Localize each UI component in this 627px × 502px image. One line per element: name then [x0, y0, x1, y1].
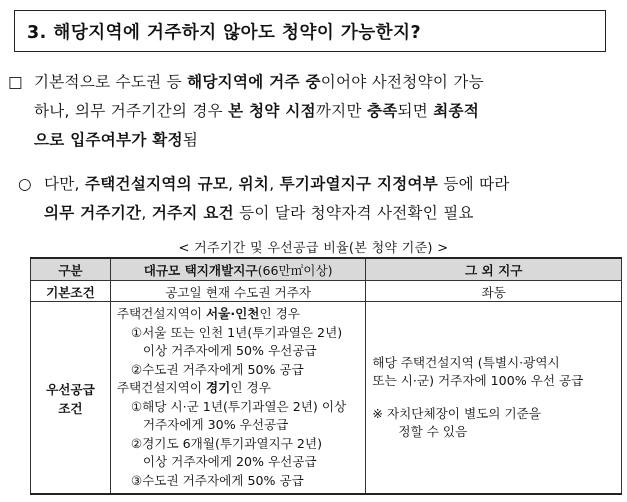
paragraph-line: [8, 126, 616, 155]
gyeonggi-item-3: ③수도권 거주자에게 50% 공급: [130, 472, 304, 488]
residence-priority-table: [30, 257, 622, 495]
cell-basic-other: 좌동: [366, 281, 622, 302]
text: 주택건설지역이: [116, 306, 207, 321]
text: 이어야 사전청약이 가능: [320, 73, 484, 91]
cell-basic-large: 공고일 현재 수도권 거주자: [110, 281, 366, 302]
bold-text: 서울·인천: [206, 306, 260, 321]
row-head-priority: [31, 302, 111, 495]
header-large-district: [110, 258, 366, 281]
text: ,: [141, 204, 152, 222]
row-head-line: 우선공급: [46, 381, 95, 397]
paragraph-line: [18, 199, 618, 228]
spacer: [372, 391, 615, 405]
square-bullet: □: [8, 73, 23, 91]
gyeonggi-item-1-cont: 거주자에게 30% 우선공급: [142, 417, 289, 432]
cell-priority-other: [366, 302, 622, 495]
table-header-row: [31, 258, 622, 281]
bold-text: 의무 거주기간: [44, 204, 142, 222]
text: 인 경우: [259, 306, 300, 321]
table-row: [31, 281, 622, 302]
text: 됨: [182, 131, 199, 149]
bold-text: 본 청약 시점: [228, 102, 316, 120]
table-row: [31, 302, 622, 495]
text: 인 경우: [230, 380, 271, 395]
text: 등이 달라 청약자격 사전확인 필요: [233, 204, 474, 222]
text: 주택건설지역이: [116, 380, 207, 395]
table-caption: < 거주기간 및 우선공급 비율(본 청약 기준) >: [178, 241, 449, 256]
text: 다만,: [44, 175, 86, 193]
bold-text: 최종적: [433, 102, 480, 120]
bold-text: 투기과열지구 지정여부: [279, 175, 439, 193]
header-large-district-label: 대규모 택지개발지구: [143, 263, 258, 278]
row-head-basic: 기본조건: [31, 281, 111, 302]
header-category: 구분: [31, 258, 111, 281]
header-large-district-size: (66만㎡이상): [257, 263, 333, 278]
bold-text: 경기: [206, 380, 231, 395]
gyeonggi-item-2-cont: 이상 거주자에게 20% 우선공급: [142, 454, 317, 469]
seoul-incheon-heading: [117, 305, 360, 324]
other-line-1: 해당 주택건설지역 (특별시·광역시: [372, 354, 560, 370]
gyeonggi-heading: [117, 379, 360, 398]
cell-priority-large: [110, 302, 366, 495]
note-line-2: 정할 수 있음: [398, 424, 468, 439]
bold-text: 위치: [238, 175, 270, 193]
bold-text: 으로 입주여부가 확정: [34, 131, 183, 149]
text: 등에 따라: [438, 175, 510, 193]
seoul-item-2: ②수도권 거주자에게 50% 공급: [130, 361, 304, 377]
header-other-district: 그 외 지구: [366, 258, 622, 281]
gyeonggi-item-2: ②경기도 6개월(투기과열지구 2년): [130, 435, 322, 451]
note-line-1: ※ 자치단체장이 별도의 기준을: [372, 405, 541, 421]
bold-text: 거주지 요건: [151, 204, 234, 222]
seoul-item-1-cont: 이상 거주자에게 50% 우선공급: [142, 343, 317, 358]
other-line-2: 또는 시·군) 거주자에 100% 우선 공급: [372, 373, 584, 388]
text: 기본적으로 수도권 등: [34, 73, 188, 91]
paragraph-basic-condition: [8, 68, 616, 155]
paragraph-exceptions: [18, 170, 618, 228]
text: ,: [269, 175, 280, 193]
gyeonggi-item-1: ①해당 시·군 1년(투기과열은 2년) 이상: [130, 398, 347, 414]
paragraph-line: [8, 97, 616, 126]
paragraph-line: [18, 170, 618, 199]
seoul-item-1: ①서울 또는 인천 1년(투기과열은 2년): [130, 324, 343, 340]
text: 까지만: [315, 102, 367, 120]
section-title: 3. 해당지역에 거주하지 않아도 청약이 가능한지?: [14, 10, 606, 52]
text: 하나, 의무 거주기간의 경우: [34, 102, 229, 120]
text: ,: [228, 175, 239, 193]
circle-bullet: ○: [18, 175, 32, 193]
bold-text: 충족: [366, 102, 398, 120]
text: 되면: [397, 102, 434, 120]
paragraph-line: [8, 68, 616, 97]
row-head-line: 조건: [58, 400, 83, 416]
bold-text: 주택건설지역의 규모: [85, 175, 229, 193]
bold-text: 해당지역에 거주 중: [187, 73, 321, 91]
